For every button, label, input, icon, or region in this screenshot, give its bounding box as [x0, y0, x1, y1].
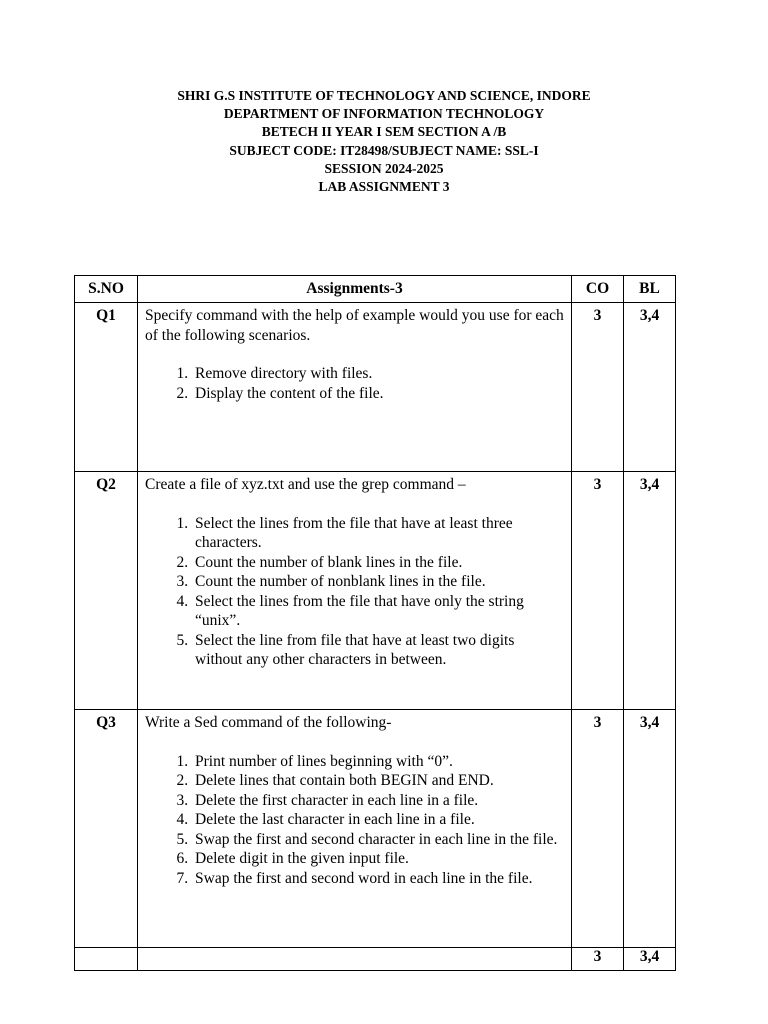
question-number: [75, 948, 138, 971]
question-list: [145, 514, 565, 670]
question-intro: Write a Sed command of the following-: [145, 714, 392, 731]
question-intro: Specify command with the help of example would you use for each of the following scenarios.: [145, 307, 564, 344]
document-header: [0, 87, 768, 196]
list-item: 7. Swap the first and second word in each line in the file.: [192, 869, 565, 889]
list-item: 6. Delete digit in the given input file.: [192, 849, 565, 869]
header-bl: BL: [624, 276, 676, 303]
subject-info: SUBJECT CODE: IT28498/SUBJECT NAME: SSL-I: [229, 142, 539, 158]
list-item: 5. Select the line from file that have at least two digits without any other characters in between.: [192, 631, 565, 670]
bl-value: 3,4: [624, 710, 676, 948]
question-number: Q3: [75, 710, 138, 948]
question-number: Q2: [75, 472, 138, 710]
session-info: SESSION 2024-2025: [324, 160, 444, 176]
list-item: 1. Select the lines from the file that have at least three characters.: [192, 514, 565, 553]
list-item: 3. Count the number of nonblank lines in the file.: [192, 572, 565, 592]
table-row: [75, 948, 676, 971]
list-item: 2. Delete lines that contain both BEGIN and END.: [192, 771, 565, 791]
bl-value: 3,4: [624, 948, 676, 971]
question-intro: Create a file of xyz.txt and use the grep command –: [145, 476, 466, 493]
question-number: Q1: [75, 303, 138, 472]
question-content: [138, 710, 572, 948]
question-content: [138, 948, 572, 971]
list-item: 4. Select the lines from the file that have only the string “unix”.: [192, 592, 565, 631]
assignment-table: [74, 275, 676, 971]
table-row: [75, 472, 676, 710]
header-co: CO: [572, 276, 624, 303]
header-sno: S.NO: [75, 276, 138, 303]
list-item: 2. Display the content of the file.: [192, 384, 565, 404]
co-value: 3: [572, 948, 624, 971]
department-name: DEPARTMENT OF INFORMATION TECHNOLOGY: [223, 106, 545, 122]
co-value: 3: [572, 472, 624, 710]
co-value: 3: [572, 303, 624, 472]
assignment-title: LAB ASSIGNMENT 3: [318, 179, 450, 195]
question-content: [138, 303, 572, 472]
list-item: 4. Delete the last character in each line in a file.: [192, 810, 565, 830]
bl-value: 3,4: [624, 303, 676, 472]
co-value: 3: [572, 710, 624, 948]
table-row: [75, 710, 676, 948]
course-info: BETECH II YEAR I SEM SECTION A /B: [261, 124, 507, 140]
header-assignments: Assignments-3: [138, 276, 572, 303]
list-item: 3. Delete the first character in each line in a file.: [192, 791, 565, 811]
table-row: [75, 303, 676, 472]
question-content: [138, 472, 572, 710]
list-item: 5. Swap the first and second character in each line in the file.: [192, 830, 565, 850]
list-item: 1. Print number of lines beginning with “0”.: [192, 752, 565, 772]
list-item: 2. Count the number of blank lines in the file.: [192, 553, 565, 573]
table-header-row: [75, 276, 676, 303]
question-list: [145, 364, 565, 403]
question-list: [145, 752, 565, 889]
institute-name: SHRI G.S INSTITUTE OF TECHNOLOGY AND SCIENCE, INDORE: [177, 88, 591, 103]
bl-value: 3,4: [624, 472, 676, 710]
list-item: 1. Remove directory with files.: [192, 364, 565, 384]
